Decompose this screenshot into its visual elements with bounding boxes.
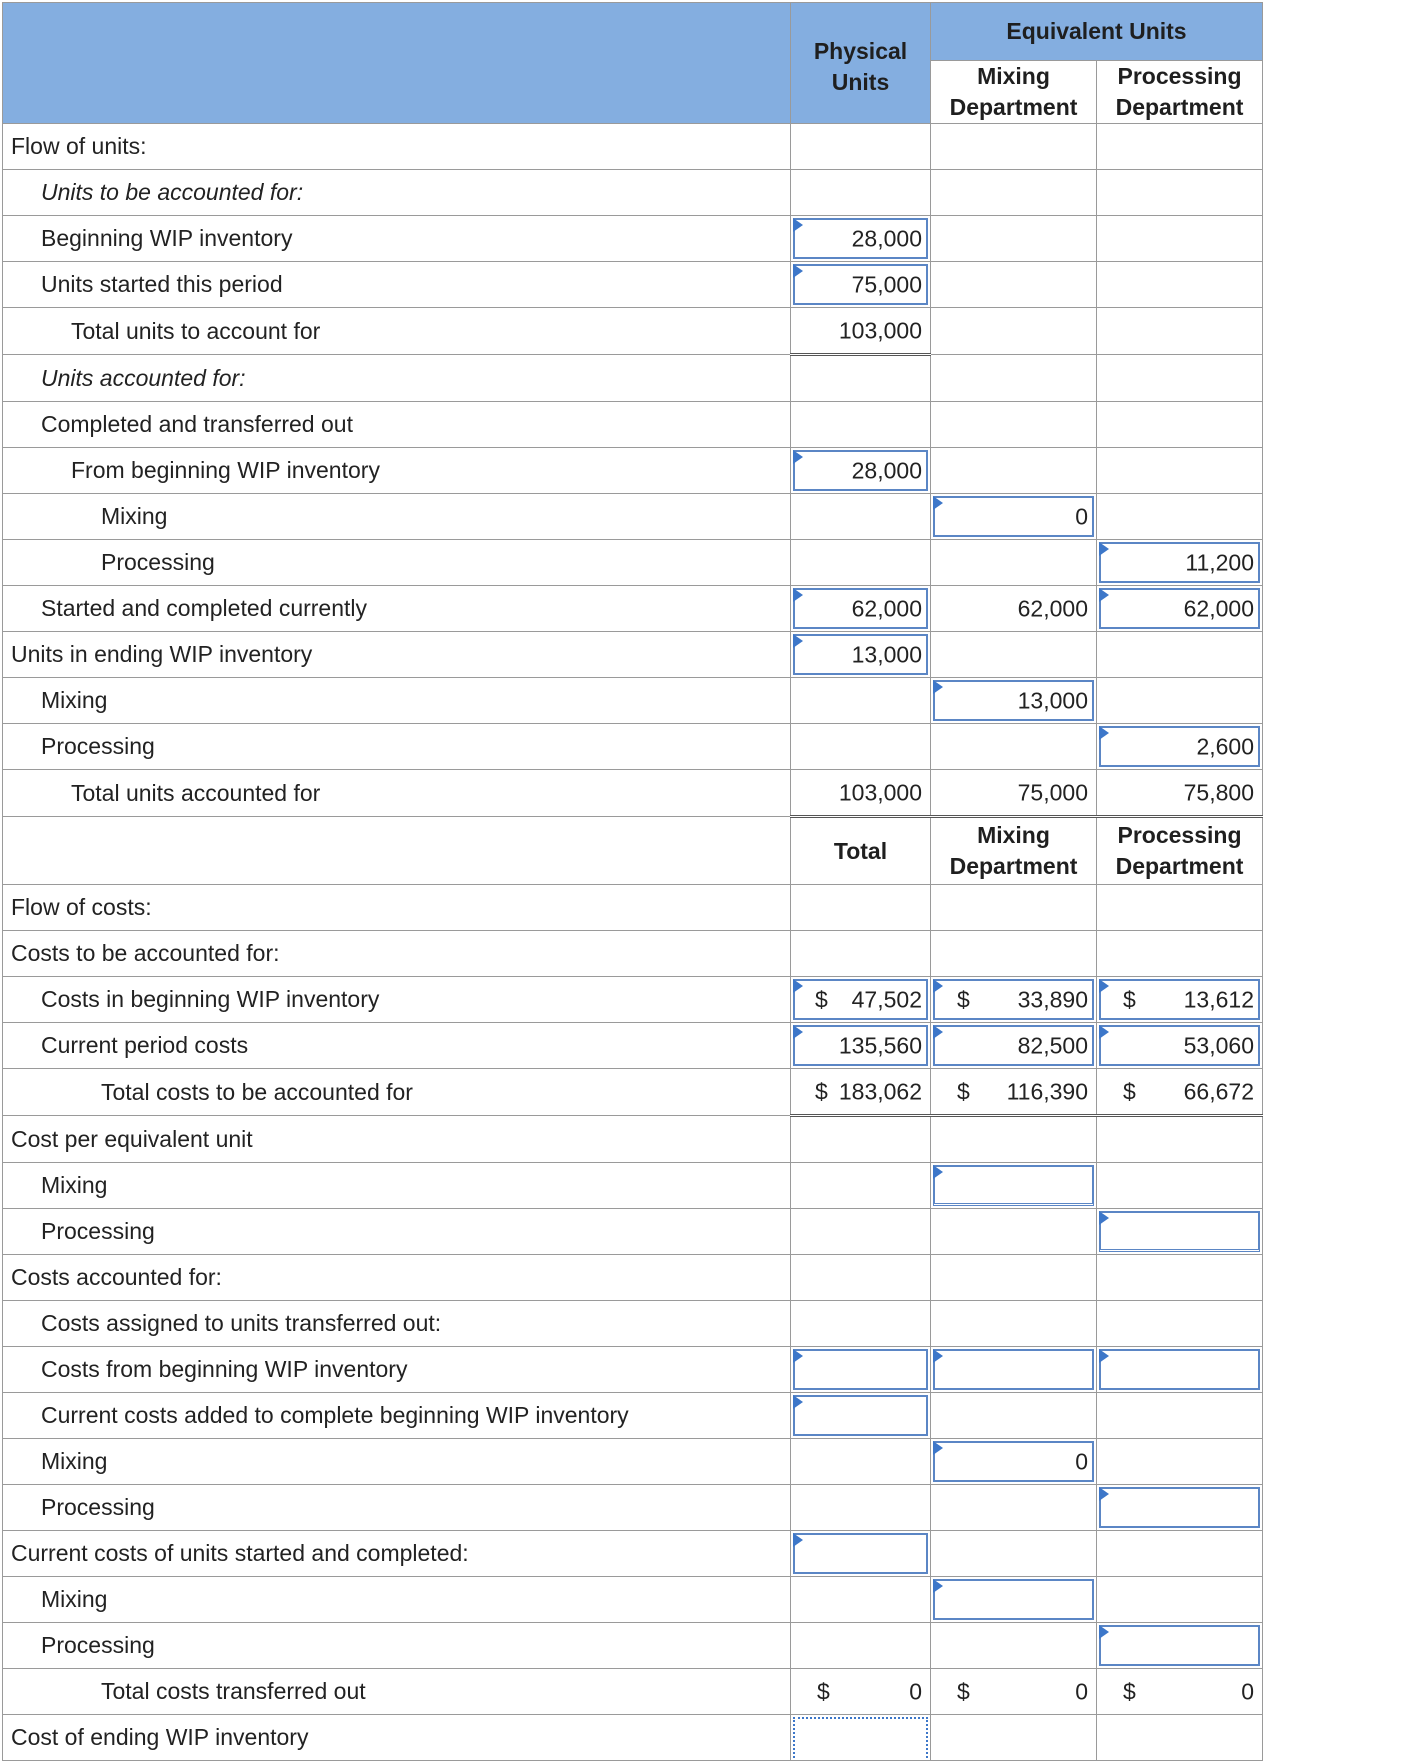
cost-header-mixing: Mixing Department	[931, 817, 1097, 885]
total-costs-total: 183,062	[838, 1078, 922, 1104]
from-beginning-mixing-input[interactable]	[933, 496, 1094, 537]
row-label: Processing	[3, 1209, 791, 1255]
row-label: Units accounted for:	[3, 355, 791, 402]
current-added-total-input[interactable]	[793, 1395, 928, 1436]
cost-header-total: Total	[791, 817, 931, 885]
row-label: Total costs transferred out	[3, 1669, 791, 1715]
current-added-processing-input[interactable]	[1099, 1487, 1260, 1528]
total-accounted-mixing: 75,000	[1017, 779, 1088, 805]
row-label: Costs from beginning WIP inventory	[3, 1347, 791, 1393]
row-label: Completed and transferred out	[3, 402, 791, 448]
row-label: Units started this period	[3, 262, 791, 308]
row-label: Costs to be accounted for:	[3, 931, 791, 977]
row-label: Processing	[3, 1485, 791, 1531]
row-label: Units to be accounted for:	[3, 170, 791, 216]
from-beginning-cost-mixing-input[interactable]	[933, 1349, 1094, 1390]
total-accounted-processing: 75,800	[1183, 779, 1254, 805]
row-label: Cost per equivalent unit	[3, 1116, 791, 1163]
current-added-mixing-input[interactable]	[933, 1441, 1094, 1482]
row-label: Units in ending WIP inventory	[3, 632, 791, 678]
header-mixing-dept: Mixing Department	[931, 61, 1097, 124]
from-beginning-cost-total-input[interactable]	[793, 1349, 928, 1390]
row-label: Total units to account for	[3, 308, 791, 355]
row-label: Mixing	[3, 1577, 791, 1623]
row-label: Flow of units:	[3, 124, 791, 170]
row-label: Current costs of units started and completed:	[3, 1531, 791, 1577]
row-label: Costs in beginning WIP inventory	[3, 977, 791, 1023]
started-completed-processing-input[interactable]	[1099, 1625, 1260, 1666]
started-completed-mixing-input[interactable]	[933, 1579, 1094, 1620]
total-units-value: 103,000	[838, 317, 922, 343]
row-label: Beginning WIP inventory	[3, 216, 791, 262]
row-label: Mixing	[3, 1439, 791, 1485]
row-label: Costs assigned to units transferred out:	[3, 1301, 791, 1347]
total-transferred-processing: 0	[1241, 1678, 1254, 1704]
row-label: Total units accounted for	[3, 770, 791, 817]
started-completed-cost-total-input[interactable]	[793, 1533, 928, 1574]
row-label: Processing	[3, 540, 791, 586]
row-label: Processing	[3, 724, 791, 770]
row-label: Total costs to be accounted for	[3, 1069, 791, 1116]
row-label: Current period costs	[3, 1023, 791, 1069]
header-processing-dept: Processing Department	[1097, 61, 1263, 124]
total-transferred-mixing: 0	[1075, 1678, 1088, 1704]
row-label: Costs accounted for:	[3, 1255, 791, 1301]
row-label: From beginning WIP inventory	[3, 448, 791, 494]
row-label: Mixing	[3, 678, 791, 724]
header-physical-units: Physical Units	[791, 3, 931, 124]
cost-header-processing: Processing Department	[1097, 817, 1263, 885]
started-completed-mixing-value: 62,000	[1017, 595, 1088, 621]
header-equivalent-units: Equivalent Units	[931, 3, 1263, 61]
cost-per-eu-mixing-input[interactable]	[933, 1165, 1094, 1206]
row-label: Started and completed currently	[3, 586, 791, 632]
row-label: Processing	[3, 1623, 791, 1669]
row-label: Current costs added to complete beginning WIP inventory	[3, 1393, 791, 1439]
process-costing-table: Physical Units Equivalent Units Mixing Department Processing Department Flow of units: Units to be accounted for: Beginning WIP inventory 28,000 Units started this period 75,000 Total units to account for 103,000 Units accounted for: Completed and transferred out From beginning WIP inventory 28,000 Mixing 0 Processing 11,200 Started and completed currently 62,000 62,000 62,000 Units in ending WIP inventory 13,000 Mixing 13,000 Processing 2,600 Total units accounted for 103,000 75,000 75,800 Total Mixing Department Processing Department Flow of costs: Costs to be accounted for: Costs in beginning WIP inventory $ 47,502 $ 33,890 $ 13,612 Current period costs 135,560 82,500 53,060 Total costs to be accounted for $ 183,062 $ 116,390 $ 66,672 Cost per equivalent unit Mixing Processing Costs accounted for: Costs assigned to units transferred out: Costs from beginning WIP inventory Current costs added to complete beginning WIP inventory Mixing 0 Processing Current costs of units started and completed: Mixing Processing Total costs transferred out $ 0 $ 0 $ 0 Cost of ending WIP inventory	[2, 2, 1263, 1761]
total-costs-mixing: 116,390	[1006, 1078, 1088, 1104]
total-costs-processing: 66,672	[1183, 1078, 1254, 1104]
row-label: Mixing	[3, 494, 791, 540]
ending-wip-cost-total-input[interactable]	[793, 1717, 928, 1758]
header-blank	[3, 3, 791, 124]
from-beginning-cost-processing-input[interactable]	[1099, 1349, 1260, 1390]
row-label: Flow of costs:	[3, 885, 791, 931]
row-label: Mixing	[3, 1163, 791, 1209]
row-label: Cost of ending WIP inventory	[3, 1715, 791, 1761]
total-transferred-total: 0	[909, 1678, 922, 1704]
cost-per-eu-processing-input[interactable]	[1099, 1211, 1260, 1252]
total-accounted-phys: 103,000	[838, 779, 922, 805]
